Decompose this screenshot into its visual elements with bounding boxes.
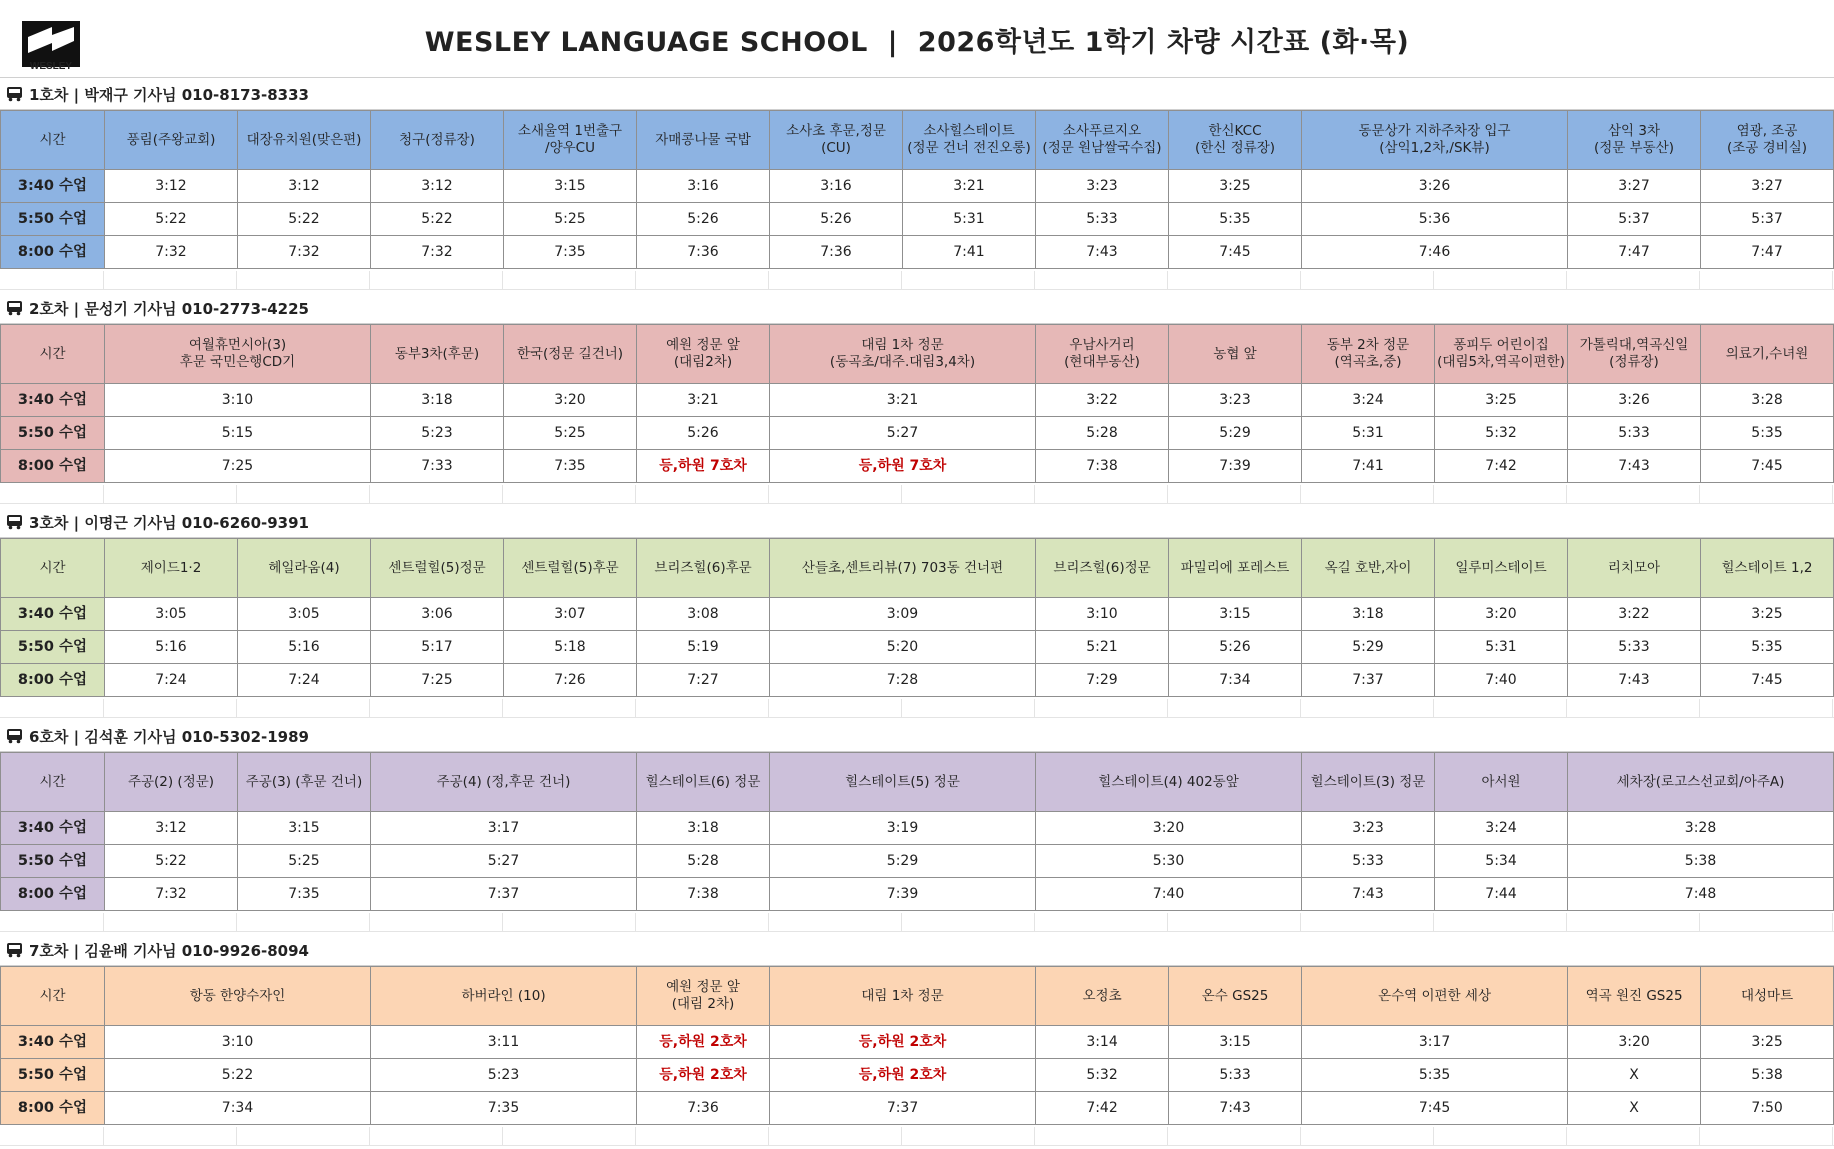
class-time-label: 3:40 수업 bbox=[1, 170, 105, 203]
stop-name: 온수역 이편한 세상 bbox=[1302, 967, 1568, 1026]
stop-name: 리치모아 bbox=[1568, 539, 1701, 598]
pickup-time: 5:26 bbox=[770, 203, 903, 236]
stop-name: 소사푸르지오 (정문 원남쌀국수집) bbox=[1036, 111, 1169, 170]
pickup-time: 7:42 bbox=[1036, 1092, 1169, 1125]
stop-name: 대림 1차 정문 (동곡초/대주.대림3,4차) bbox=[770, 325, 1036, 384]
stop-name: 힐스테이트 1,2 bbox=[1701, 539, 1834, 598]
class-time-label: 3:40 수업 bbox=[1, 812, 105, 845]
stop-name: 하버라인 (10) bbox=[371, 967, 637, 1026]
stop-name: 브리즈힐(6)정문 bbox=[1036, 539, 1169, 598]
pickup-time: 5:33 bbox=[1568, 631, 1701, 664]
time-header: 시간 bbox=[1, 967, 105, 1026]
pickup-time: 3:12 bbox=[371, 170, 504, 203]
class-time-label: 3:40 수업 bbox=[1, 1026, 105, 1059]
pickup-time: 7:36 bbox=[637, 236, 770, 269]
stop-name: 세차장(로고스선교회/아주A) bbox=[1568, 753, 1834, 812]
pickup-time: 3:26 bbox=[1568, 384, 1701, 417]
table-row bbox=[1, 845, 1834, 878]
pickup-time: 3:05 bbox=[105, 598, 238, 631]
header-row bbox=[1, 111, 1834, 170]
pickup-time: 7:47 bbox=[1568, 236, 1701, 269]
pickup-time: 5:31 bbox=[903, 203, 1036, 236]
pickup-time: 7:41 bbox=[903, 236, 1036, 269]
pickup-time: 7:38 bbox=[1036, 450, 1169, 483]
stop-name: 항동 한양수자인 bbox=[105, 967, 371, 1026]
pickup-time: 7:42 bbox=[1435, 450, 1568, 483]
logo-text: WESLEY bbox=[29, 61, 73, 72]
pickup-time: 3:20 bbox=[1568, 1026, 1701, 1059]
bus-section-3 bbox=[0, 507, 1834, 721]
pickup-time: 5:34 bbox=[1435, 845, 1568, 878]
pickup-time: 5:27 bbox=[770, 417, 1036, 450]
pickup-time: 3:27 bbox=[1568, 170, 1701, 203]
stop-name: 대림 1차 정문 bbox=[770, 967, 1036, 1026]
table-row bbox=[1, 664, 1834, 697]
pickup-time: 3:21 bbox=[637, 384, 770, 417]
pickup-time: 7:36 bbox=[637, 1092, 770, 1125]
pickup-time: 7:37 bbox=[371, 878, 637, 911]
spacer-row bbox=[0, 913, 1834, 932]
pickup-time: 5:35 bbox=[1169, 203, 1302, 236]
class-time-label: 8:00 수업 bbox=[1, 1092, 105, 1125]
pickup-time: 등,하원 7호차 bbox=[637, 450, 770, 483]
pickup-time: 7:39 bbox=[1169, 450, 1302, 483]
time-header: 시간 bbox=[1, 325, 105, 384]
pickup-time: 5:26 bbox=[1169, 631, 1302, 664]
stop-name: 역곡 원진 GS25 bbox=[1568, 967, 1701, 1026]
pickup-time: 3:16 bbox=[637, 170, 770, 203]
header-row bbox=[1, 539, 1834, 598]
pickup-time: 5:17 bbox=[371, 631, 504, 664]
bus-section-2 bbox=[0, 293, 1834, 507]
table-row bbox=[1, 417, 1834, 450]
time-header: 시간 bbox=[1, 111, 105, 170]
bus-icon bbox=[6, 514, 23, 530]
pickup-time: 3:23 bbox=[1169, 384, 1302, 417]
pickup-time: 5:25 bbox=[504, 203, 637, 236]
pickup-time: 7:29 bbox=[1036, 664, 1169, 697]
pickup-time: 5:25 bbox=[238, 845, 371, 878]
pickup-time: 3:17 bbox=[371, 812, 637, 845]
pickup-time: 3:24 bbox=[1435, 812, 1568, 845]
pickup-time: 7:48 bbox=[1568, 878, 1834, 911]
stop-name: 주공(3) (후문 건너) bbox=[238, 753, 371, 812]
pickup-time: 5:18 bbox=[504, 631, 637, 664]
pickup-time: 5:28 bbox=[637, 845, 770, 878]
table-row bbox=[1, 878, 1834, 911]
pickup-time: 5:21 bbox=[1036, 631, 1169, 664]
pickup-time: 7:47 bbox=[1701, 236, 1834, 269]
stop-name: 소새울역 1번출구 /양우CU bbox=[504, 111, 637, 170]
pickup-time: 7:45 bbox=[1169, 236, 1302, 269]
pickup-time: 5:33 bbox=[1169, 1059, 1302, 1092]
timetable bbox=[0, 110, 1834, 269]
class-time-label: 8:00 수업 bbox=[1, 450, 105, 483]
section-title bbox=[0, 721, 1834, 752]
stop-name: 온수 GS25 bbox=[1169, 967, 1302, 1026]
pickup-time: 3:12 bbox=[238, 170, 371, 203]
pickup-time: 5:38 bbox=[1701, 1059, 1834, 1092]
stop-name: 브리즈힐(6)후문 bbox=[637, 539, 770, 598]
pickup-time: 3:12 bbox=[105, 812, 238, 845]
pickup-time: 5:30 bbox=[1036, 845, 1302, 878]
class-time-label: 8:00 수업 bbox=[1, 664, 105, 697]
stop-name: 풍림(주왕교회) bbox=[105, 111, 238, 170]
pickup-time: 5:22 bbox=[105, 203, 238, 236]
pickup-time: 7:40 bbox=[1036, 878, 1302, 911]
pickup-time: 7:32 bbox=[371, 236, 504, 269]
pickup-time: 3:26 bbox=[1302, 170, 1568, 203]
pickup-time: 5:32 bbox=[1036, 1059, 1169, 1092]
pickup-time: 7:35 bbox=[238, 878, 371, 911]
pickup-time: 7:28 bbox=[770, 664, 1036, 697]
spacer-row bbox=[0, 699, 1834, 718]
pickup-time: 5:33 bbox=[1302, 845, 1435, 878]
class-time-label: 5:50 수업 bbox=[1, 845, 105, 878]
bus-section-5 bbox=[0, 935, 1834, 1149]
class-time-label: 8:00 수업 bbox=[1, 878, 105, 911]
table-row bbox=[1, 812, 1834, 845]
stop-name: 여월휴먼시아(3) 후문 국민은행CD기 bbox=[105, 325, 371, 384]
pickup-time: 3:06 bbox=[371, 598, 504, 631]
pickup-time: 7:37 bbox=[770, 1092, 1036, 1125]
pickup-time: 3:12 bbox=[105, 170, 238, 203]
page-title: WESLEY LANGUAGE SCHOOL | 2026학년도 1학기 차량 시간표 (화·목) bbox=[424, 27, 1410, 58]
pickup-time: 3:07 bbox=[504, 598, 637, 631]
stop-name: 아서원 bbox=[1435, 753, 1568, 812]
pickup-time: 3:10 bbox=[105, 384, 371, 417]
section-title-text: 7호차 | 김윤배 기사님 010-9926-8094 bbox=[29, 941, 309, 960]
pickup-time: 5:26 bbox=[637, 417, 770, 450]
pickup-time: 3:23 bbox=[1302, 812, 1435, 845]
spacer-row bbox=[0, 271, 1834, 290]
pickup-time: 등,하원 2호차 bbox=[637, 1026, 770, 1059]
pickup-time: 7:38 bbox=[637, 878, 770, 911]
pickup-time: 3:19 bbox=[770, 812, 1036, 845]
pickup-time: 3:24 bbox=[1302, 384, 1435, 417]
bus-section-4 bbox=[0, 721, 1834, 935]
bus-section-1 bbox=[0, 79, 1834, 293]
stop-name: 자매콩나물 국밥 bbox=[637, 111, 770, 170]
pickup-time: 7:39 bbox=[770, 878, 1036, 911]
timetable bbox=[0, 538, 1834, 697]
pickup-time: 3:25 bbox=[1701, 1026, 1834, 1059]
pickup-time: 3:23 bbox=[1036, 170, 1169, 203]
pickup-time: 7:24 bbox=[238, 664, 371, 697]
stop-name: 옥길 호반,자이 bbox=[1302, 539, 1435, 598]
pickup-time: 7:41 bbox=[1302, 450, 1435, 483]
pickup-time: 7:46 bbox=[1302, 236, 1568, 269]
stop-name: 주공(2) (정문) bbox=[105, 753, 238, 812]
stop-name: 주공(4) (정,후문 건너) bbox=[371, 753, 637, 812]
pickup-time: 3:18 bbox=[637, 812, 770, 845]
table-row bbox=[1, 203, 1834, 236]
stop-name: 소사힐스테이트 (정문 건너 전진오롱) bbox=[903, 111, 1036, 170]
stop-name: 소사초 후문,정문 (CU) bbox=[770, 111, 903, 170]
stop-name: 동부 2차 정문 (역곡초,중) bbox=[1302, 325, 1435, 384]
pickup-time: 5:22 bbox=[105, 845, 238, 878]
pickup-time: 7:45 bbox=[1701, 664, 1834, 697]
pickup-time: 3:15 bbox=[1169, 1026, 1302, 1059]
pickup-time: 3:09 bbox=[770, 598, 1036, 631]
table-row bbox=[1, 598, 1834, 631]
timetable bbox=[0, 324, 1834, 483]
pickup-time: 3:10 bbox=[1036, 598, 1169, 631]
pickup-time: 7:32 bbox=[105, 878, 238, 911]
table-row bbox=[1, 1059, 1834, 1092]
pickup-time: 5:29 bbox=[1169, 417, 1302, 450]
pickup-time: 5:22 bbox=[105, 1059, 371, 1092]
pickup-time: 등,하원 2호차 bbox=[637, 1059, 770, 1092]
pickup-time: 5:27 bbox=[371, 845, 637, 878]
pickup-time: 7:32 bbox=[105, 236, 238, 269]
pickup-time: 7:43 bbox=[1568, 664, 1701, 697]
pickup-time: 3:22 bbox=[1568, 598, 1701, 631]
pickup-time: 7:32 bbox=[238, 236, 371, 269]
section-title bbox=[0, 293, 1834, 324]
pickup-time: 3:21 bbox=[903, 170, 1036, 203]
stop-name: 제이드1·2 bbox=[105, 539, 238, 598]
pickup-time: 5:31 bbox=[1302, 417, 1435, 450]
pickup-time: 7:24 bbox=[105, 664, 238, 697]
stop-name: 예원 정문 앞 (대림2차) bbox=[637, 325, 770, 384]
stop-name: 청구(정류장) bbox=[371, 111, 504, 170]
pickup-time: X bbox=[1568, 1092, 1701, 1125]
stop-name: 힐스테이트(3) 정문 bbox=[1302, 753, 1435, 812]
pickup-time: 7:45 bbox=[1701, 450, 1834, 483]
bus-icon bbox=[6, 728, 23, 744]
spacer-row bbox=[0, 485, 1834, 504]
stop-name: 대장유치원(맞은편) bbox=[238, 111, 371, 170]
stop-name: 산들초,센트리뷰(7) 703동 건너편 bbox=[770, 539, 1036, 598]
pickup-time: 5:36 bbox=[1302, 203, 1568, 236]
table-row bbox=[1, 631, 1834, 664]
pickup-time: 5:16 bbox=[105, 631, 238, 664]
table-row bbox=[1, 1092, 1834, 1125]
pickup-time: 7:25 bbox=[105, 450, 371, 483]
pickup-time: 3:11 bbox=[371, 1026, 637, 1059]
pickup-time: 3:15 bbox=[238, 812, 371, 845]
pickup-time: 7:43 bbox=[1169, 1092, 1302, 1125]
pickup-time: 5:32 bbox=[1435, 417, 1568, 450]
pickup-time: 등,하원 2호차 bbox=[770, 1026, 1036, 1059]
header-row bbox=[1, 967, 1834, 1026]
pickup-time: 3:20 bbox=[1036, 812, 1302, 845]
pickup-time: 3:14 bbox=[1036, 1026, 1169, 1059]
pickup-time: 5:33 bbox=[1568, 417, 1701, 450]
pickup-time: 5:23 bbox=[371, 417, 504, 450]
table-row bbox=[1, 450, 1834, 483]
pickup-time: 5:23 bbox=[371, 1059, 637, 1092]
pickup-time: 3:15 bbox=[1169, 598, 1302, 631]
class-time-label: 5:50 수업 bbox=[1, 631, 105, 664]
pickup-time: 3:22 bbox=[1036, 384, 1169, 417]
pickup-time: 5:29 bbox=[770, 845, 1036, 878]
stop-name: 한국(정문 길건너) bbox=[504, 325, 637, 384]
pickup-time: 등,하원 7호차 bbox=[770, 450, 1036, 483]
section-title-text: 1호차 | 박재구 기사님 010-8173-8333 bbox=[29, 85, 309, 104]
header-row bbox=[1, 753, 1834, 812]
class-time-label: 3:40 수업 bbox=[1, 384, 105, 417]
header-row bbox=[1, 325, 1834, 384]
stop-name: 삼익 3차 (정문 부동산) bbox=[1568, 111, 1701, 170]
stop-name: 파밀리에 포레스트 bbox=[1169, 539, 1302, 598]
pickup-time: 5:38 bbox=[1568, 845, 1834, 878]
time-header: 시간 bbox=[1, 753, 105, 812]
pickup-time: 7:35 bbox=[504, 450, 637, 483]
pickup-time: 3:28 bbox=[1568, 812, 1834, 845]
pickup-time: 5:15 bbox=[105, 417, 371, 450]
stop-name: 센트럴힐(5)정문 bbox=[371, 539, 504, 598]
class-time-label: 5:50 수업 bbox=[1, 417, 105, 450]
pickup-time: X bbox=[1568, 1059, 1701, 1092]
pickup-time: 3:15 bbox=[504, 170, 637, 203]
pickup-time: 7:34 bbox=[1169, 664, 1302, 697]
stop-name: 염광, 조공 (조공 경비실) bbox=[1701, 111, 1834, 170]
pickup-time: 등,하원 2호차 bbox=[770, 1059, 1036, 1092]
stop-name: 의료기,수녀원 bbox=[1701, 325, 1834, 384]
stop-name: 예원 정문 앞 (대림 2차) bbox=[637, 967, 770, 1026]
pickup-time: 3:18 bbox=[1302, 598, 1435, 631]
stop-name: 동부3차(후문) bbox=[371, 325, 504, 384]
stop-name: 힐스테이트(6) 정문 bbox=[637, 753, 770, 812]
time-header: 시간 bbox=[1, 539, 105, 598]
pickup-time: 5:31 bbox=[1435, 631, 1568, 664]
pickup-time: 3:08 bbox=[637, 598, 770, 631]
spacer-row bbox=[0, 1127, 1834, 1146]
class-time-label: 5:50 수업 bbox=[1, 203, 105, 236]
timetable bbox=[0, 752, 1834, 911]
pickup-time: 5:19 bbox=[637, 631, 770, 664]
pickup-time: 7:35 bbox=[504, 236, 637, 269]
stop-name: 힐스테이트(4) 402동앞 bbox=[1036, 753, 1302, 812]
section-title bbox=[0, 507, 1834, 538]
bus-icon bbox=[6, 300, 23, 316]
pickup-time: 5:25 bbox=[504, 417, 637, 450]
pickup-time: 5:20 bbox=[770, 631, 1036, 664]
stop-name: 동문상가 지하주차장 입구 (삼익1,2차,/SK뷰) bbox=[1302, 111, 1568, 170]
pickup-time: 5:37 bbox=[1701, 203, 1834, 236]
stop-name: 퐁피두 어린이집 (대림5차,역곡이편한) bbox=[1435, 325, 1568, 384]
stop-name: 오정초 bbox=[1036, 967, 1169, 1026]
pickup-time: 7:37 bbox=[1302, 664, 1435, 697]
pickup-time: 3:25 bbox=[1435, 384, 1568, 417]
pickup-time: 7:33 bbox=[371, 450, 504, 483]
pickup-time: 7:27 bbox=[637, 664, 770, 697]
pickup-time: 3:21 bbox=[770, 384, 1036, 417]
pickup-time: 7:40 bbox=[1435, 664, 1568, 697]
pickup-time: 5:16 bbox=[238, 631, 371, 664]
pickup-time: 7:45 bbox=[1302, 1092, 1568, 1125]
pickup-time: 7:25 bbox=[371, 664, 504, 697]
table-row bbox=[1, 170, 1834, 203]
timetable bbox=[0, 966, 1834, 1125]
class-time-label: 8:00 수업 bbox=[1, 236, 105, 269]
class-time-label: 3:40 수업 bbox=[1, 598, 105, 631]
class-time-label: 5:50 수업 bbox=[1, 1059, 105, 1092]
pickup-time: 3:27 bbox=[1701, 170, 1834, 203]
section-title-text: 6호차 | 김석훈 기사님 010-5302-1989 bbox=[29, 727, 309, 746]
stop-name: 농협 앞 bbox=[1169, 325, 1302, 384]
stop-name: 가톨릭대,역곡신일 (정류장) bbox=[1568, 325, 1701, 384]
pickup-time: 7:35 bbox=[371, 1092, 637, 1125]
pickup-time: 3:16 bbox=[770, 170, 903, 203]
pickup-time: 3:10 bbox=[105, 1026, 371, 1059]
pickup-time: 5:35 bbox=[1302, 1059, 1568, 1092]
bus-icon bbox=[6, 86, 23, 102]
stop-name: 한신KCC (한신 정류장) bbox=[1169, 111, 1302, 170]
pickup-time: 5:35 bbox=[1701, 631, 1834, 664]
pickup-time: 5:37 bbox=[1568, 203, 1701, 236]
pickup-time: 5:28 bbox=[1036, 417, 1169, 450]
pickup-time: 7:34 bbox=[105, 1092, 371, 1125]
pickup-time: 7:43 bbox=[1036, 236, 1169, 269]
pickup-time: 7:44 bbox=[1435, 878, 1568, 911]
pickup-time: 3:28 bbox=[1701, 384, 1834, 417]
pickup-time: 3:17 bbox=[1302, 1026, 1568, 1059]
bus-icon bbox=[6, 942, 23, 958]
pickup-time: 7:26 bbox=[504, 664, 637, 697]
section-title bbox=[0, 79, 1834, 110]
table-row bbox=[1, 384, 1834, 417]
pickup-time: 5:22 bbox=[371, 203, 504, 236]
pickup-time: 3:05 bbox=[238, 598, 371, 631]
section-title-text: 3호차 | 이명근 기사님 010-6260-9391 bbox=[29, 513, 309, 532]
stop-name: 센트럴힐(5)후문 bbox=[504, 539, 637, 598]
pickup-time: 5:22 bbox=[238, 203, 371, 236]
stop-name: 우남사거리 (현대부동산) bbox=[1036, 325, 1169, 384]
stop-name: 헤일라움(4) bbox=[238, 539, 371, 598]
stop-name: 대성마트 bbox=[1701, 967, 1834, 1026]
page-header bbox=[0, 0, 1834, 78]
section-title-text: 2호차 | 문성기 기사님 010-2773-4225 bbox=[29, 299, 309, 318]
stop-name: 힐스테이트(5) 정문 bbox=[770, 753, 1036, 812]
pickup-time: 3:18 bbox=[371, 384, 504, 417]
pickup-time: 5:26 bbox=[637, 203, 770, 236]
pickup-time: 7:50 bbox=[1701, 1092, 1834, 1125]
pickup-time: 7:36 bbox=[770, 236, 903, 269]
stop-name: 일루미스테이트 bbox=[1435, 539, 1568, 598]
table-row bbox=[1, 236, 1834, 269]
pickup-time: 5:29 bbox=[1302, 631, 1435, 664]
pickup-time: 5:33 bbox=[1036, 203, 1169, 236]
pickup-time: 5:35 bbox=[1701, 417, 1834, 450]
pickup-time: 3:25 bbox=[1169, 170, 1302, 203]
pickup-time: 7:43 bbox=[1302, 878, 1435, 911]
pickup-time: 3:25 bbox=[1701, 598, 1834, 631]
table-row bbox=[1, 1026, 1834, 1059]
section-title bbox=[0, 935, 1834, 966]
pickup-time: 3:20 bbox=[504, 384, 637, 417]
pickup-time: 3:20 bbox=[1435, 598, 1568, 631]
pickup-time: 7:43 bbox=[1568, 450, 1701, 483]
